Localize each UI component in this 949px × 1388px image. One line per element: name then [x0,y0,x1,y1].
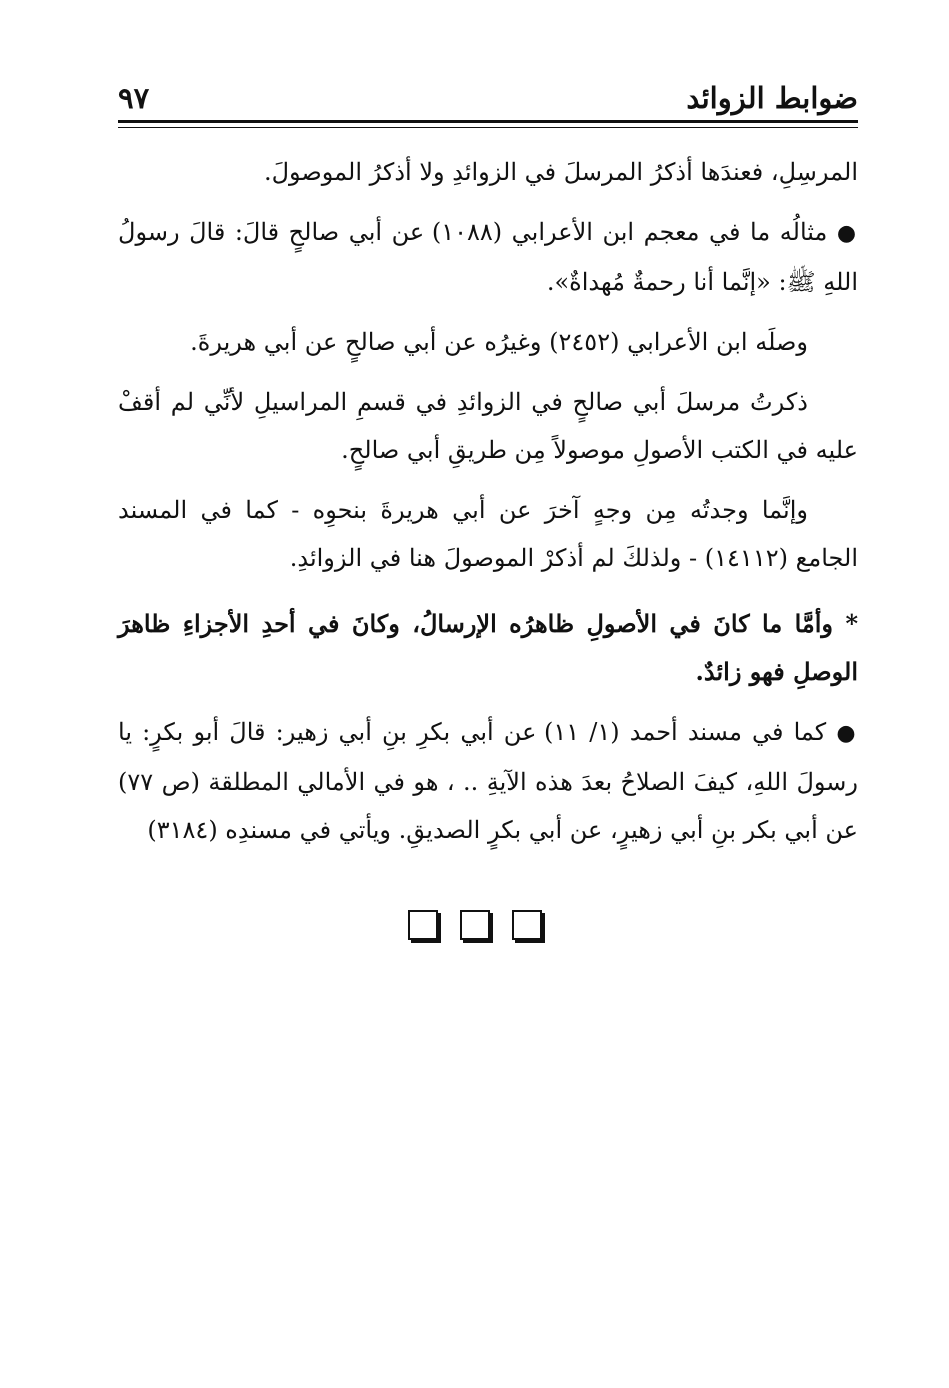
bullet-icon: ● [836,221,859,246]
paragraph-note [118,486,858,582]
paragraph-continuation [118,148,858,196]
running-title: ضوابط الزوائد [686,81,858,115]
paragraph-text: وإنَّما وجدتُه مِن وجهٍ آخرَ عن أبي هريرةَ بنحوِه - كما في المسند الجامع (١٤١١٢) - ولذلكَ لم أذكرْ الموصولَ هنا في الزوائدِ. [118,496,858,572]
paragraph-example [118,208,858,306]
header-rule-thick [118,120,858,123]
paragraph-text: وأمَّا ما كانَ في الأصولِ ظاهرُه الإرسالُ، وكانَ في أحدِ الأجزاءِ ظاهرَ الوصلِ فهو زائدٌ. [118,609,858,686]
ornament-box-icon [408,910,438,940]
section-end-ornament [0,910,949,940]
paragraph-example-2 [118,708,858,854]
paragraph-explanation [118,378,858,474]
body-text [118,148,858,866]
ornament-box-icon [512,910,542,940]
header-rule-thin [118,127,858,128]
asterisk-icon: * [845,609,858,638]
page-number: ٩٧ [118,81,150,115]
paragraph-connection [118,318,858,366]
paragraph-text: مثالُه ما في معجم ابن الأعرابي (١٠٨٨) عن أبي صالحٍ قالَ: قالَ رسولُ اللهِ ﷺ: «إنَّما أنا رحمةٌ مُهداةٌ». [118,218,858,296]
page-header [118,78,858,118]
paragraph-text: وصلَه ابن الأعرابي (٢٤٥٢) وغيرُه عن أبي صالحٍ عن أبي هريرةَ. [190,328,808,356]
paragraph-text: المرسِلِ، فعندَها أذكرُ المرسلَ في الزوائدِ ولا أذكرُ الموصولَ. [263,158,858,186]
paragraph-text: كما في مسند أحمد (١/ ١١) عن أبي بكرِ بنِ أبي زهير: قالَ أبو بكرٍ: يا رسولَ اللهِ، كيفَ الصلاحُ بعدَ هذه الآيةِ .. ، هو في الأمالي المطلقة (ص ٧٧) عن أبي بكر بنِ أبي زهيرٍ، عن أبي بكرٍ الصديقِ. ويأتي في مسندِه (٣١٨٤) [118,718,858,844]
ornament-box-icon [460,910,490,940]
bullet-icon: ● [836,721,858,746]
paragraph-rule [118,600,858,696]
paragraph-text: ذكرتُ مرسلَ أبي صالحٍ في الزوائدِ في قسمِ المراسيلِ لأنِّي لم أقفْ عليه في الكتب الأصولِ موصولاً مِن طريقِ أبي صالحٍ. [118,388,858,464]
